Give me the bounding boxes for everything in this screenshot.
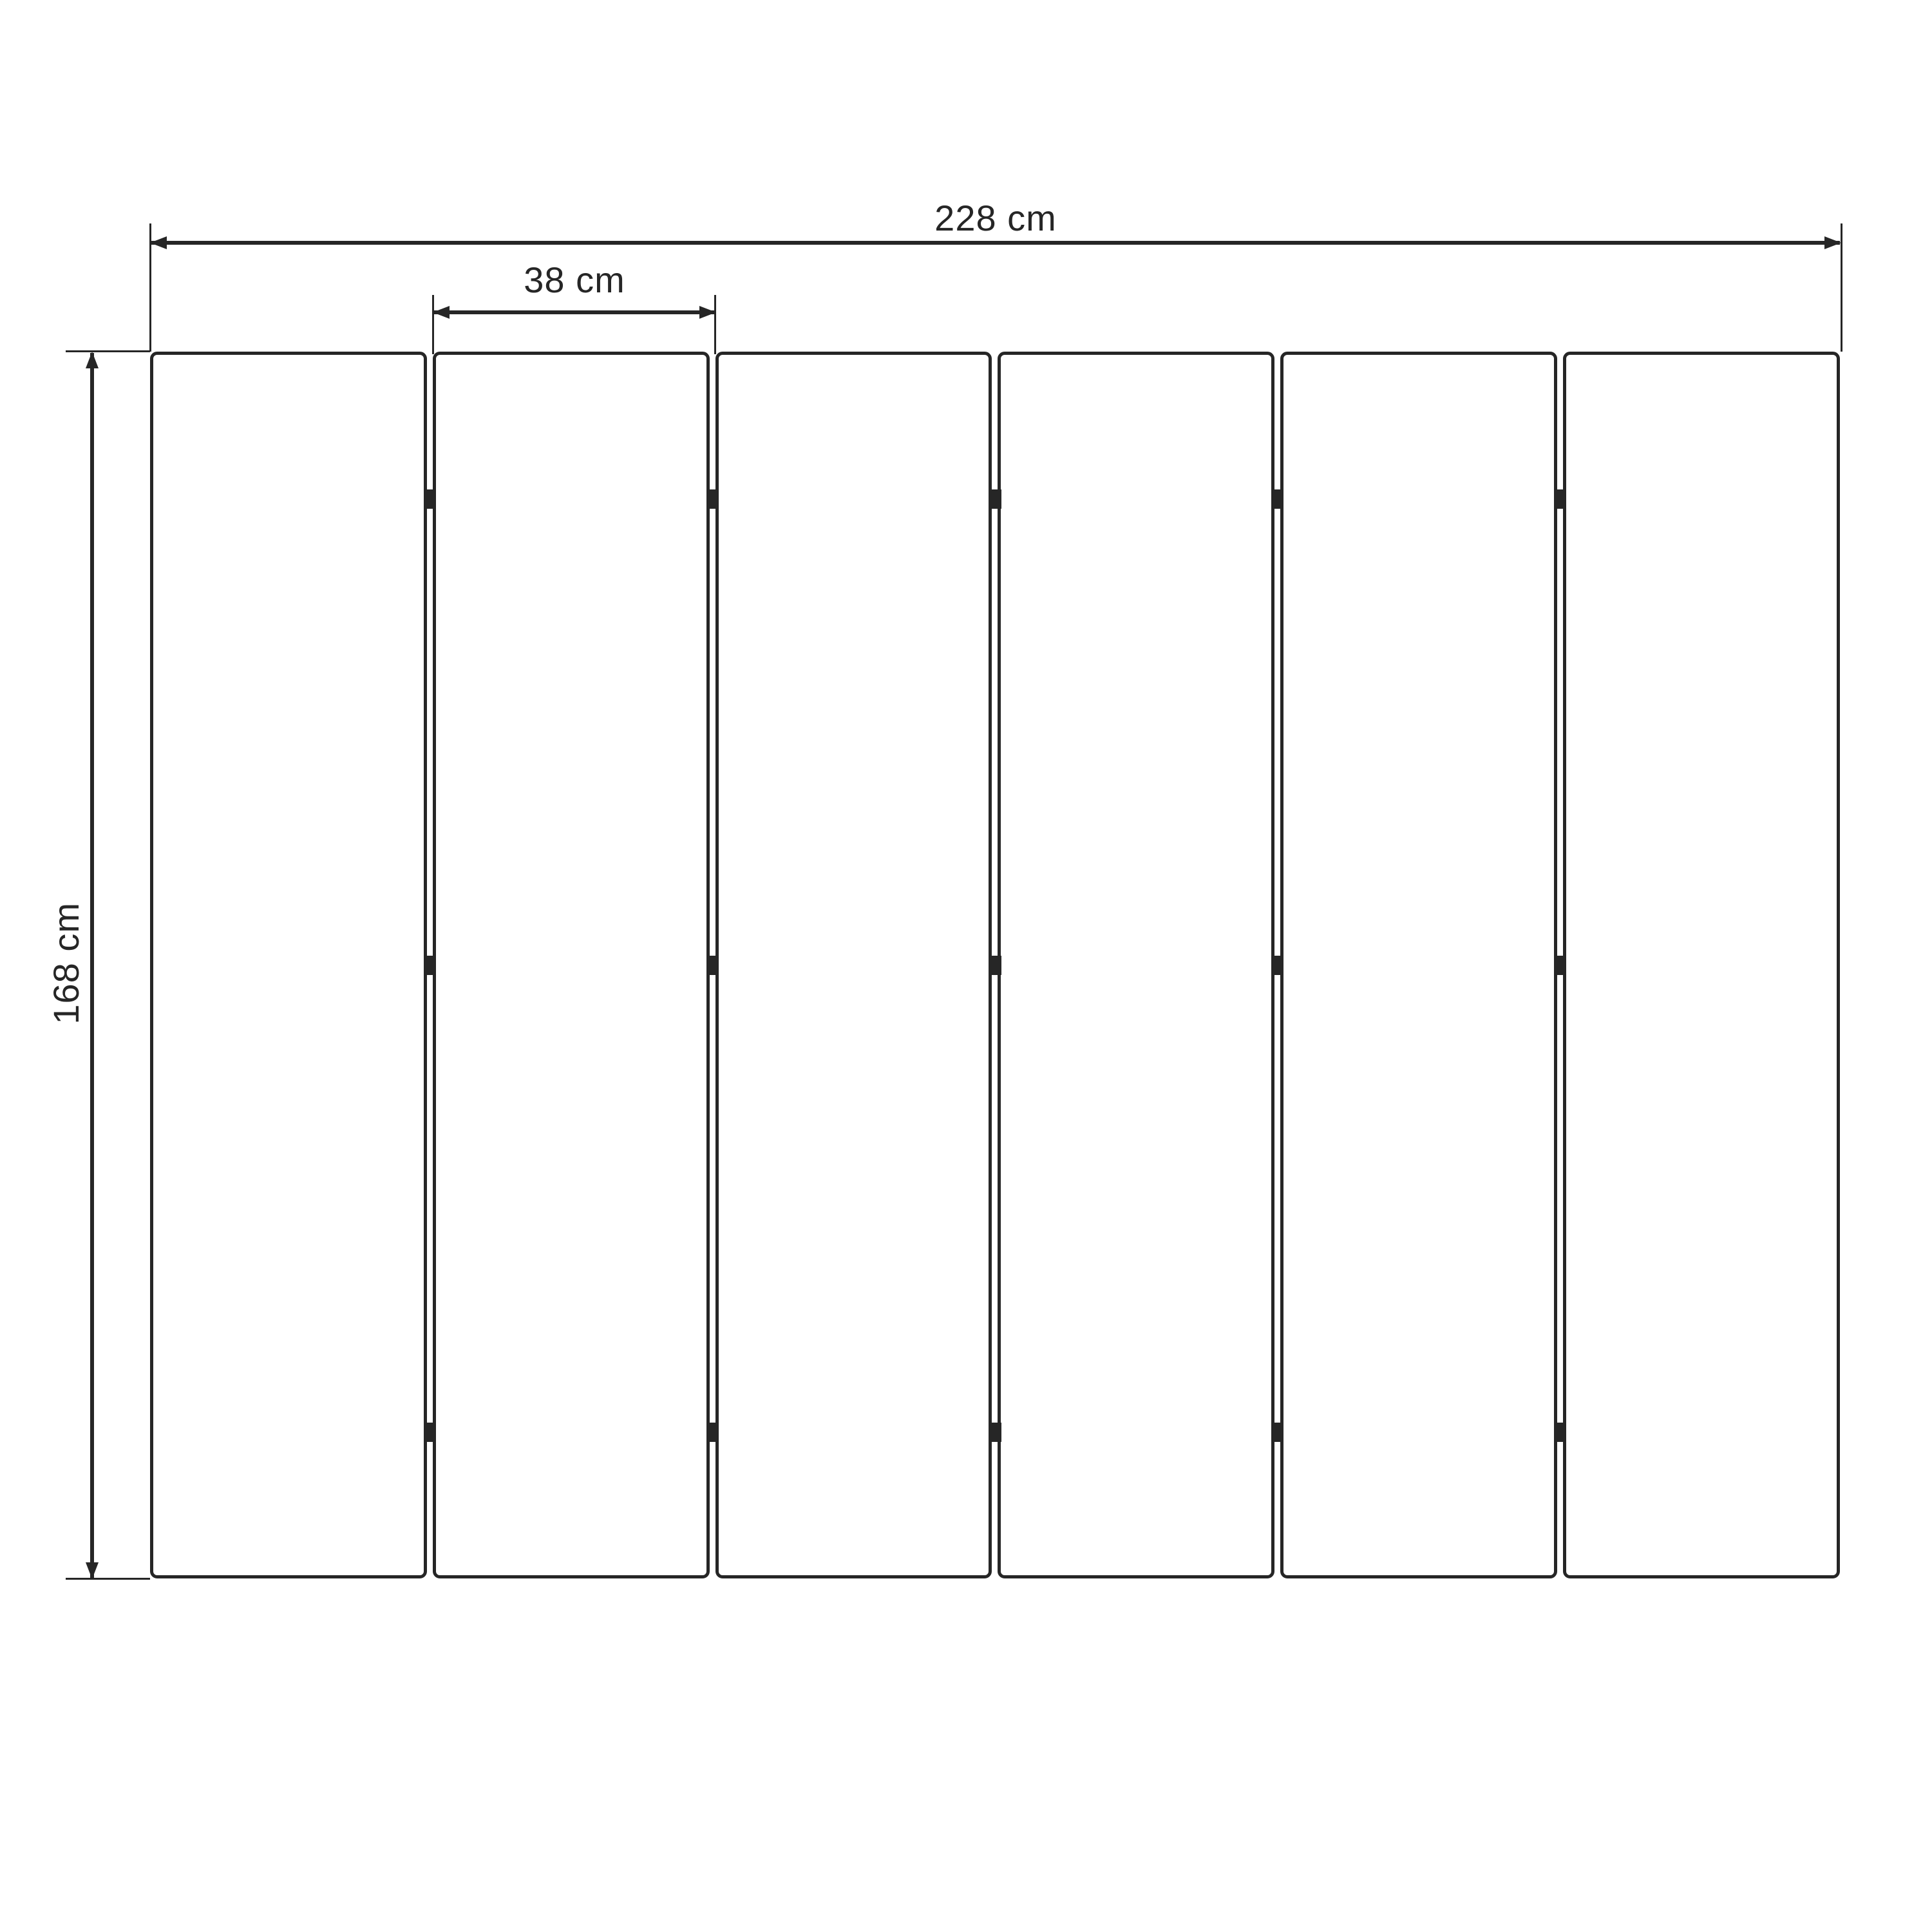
hinge-connector-5-3: [1554, 1423, 1566, 1442]
hinge-connector-5-2: [1554, 956, 1566, 975]
panel-3: [715, 352, 992, 1578]
dimension-line-total-width: [151, 241, 1840, 245]
panels-row: [150, 352, 1840, 1578]
arrowhead-down-icon: [86, 1562, 99, 1579]
panel-width-label: 38 cm: [524, 260, 625, 300]
extension-line-height-top: [66, 350, 150, 352]
panel-height-label: 168 cm: [46, 902, 87, 1025]
hinge-connector-4-1: [1271, 489, 1283, 509]
arrowhead-left-icon: [433, 306, 450, 319]
hinge-connector-2-2: [706, 956, 719, 975]
panel-4: [998, 352, 1274, 1578]
dimension-line-panel-width: [434, 310, 715, 314]
panel-1: [150, 352, 427, 1578]
arrowhead-left-icon: [150, 236, 167, 249]
panel-2: [433, 352, 710, 1578]
extension-line-panel-right: [714, 295, 716, 354]
total-width-label: 228 cm: [934, 198, 1057, 238]
hinge-connector-4-3: [1271, 1423, 1283, 1442]
arrowhead-right-icon: [699, 306, 716, 319]
hinge-connector-1-2: [424, 956, 436, 975]
hinge-connector-4-2: [1271, 956, 1283, 975]
hinge-connector-5-1: [1554, 489, 1566, 509]
arrowhead-right-icon: [1824, 236, 1841, 249]
panel-5: [1280, 352, 1557, 1578]
extension-line-height-bottom: [66, 1578, 150, 1580]
arrowhead-up-icon: [86, 352, 99, 368]
hinge-connector-3-1: [989, 489, 1001, 509]
dimension-line-height: [90, 353, 94, 1578]
hinge-connector-2-3: [706, 1423, 719, 1442]
hinge-connector-3-2: [989, 956, 1001, 975]
extension-line-panel-left: [432, 295, 434, 354]
hinge-connector-1-1: [424, 489, 436, 509]
hinge-connector-2-1: [706, 489, 719, 509]
hinge-connector-3-3: [989, 1423, 1001, 1442]
panel-6: [1563, 352, 1840, 1578]
hinge-connector-1-3: [424, 1423, 436, 1442]
